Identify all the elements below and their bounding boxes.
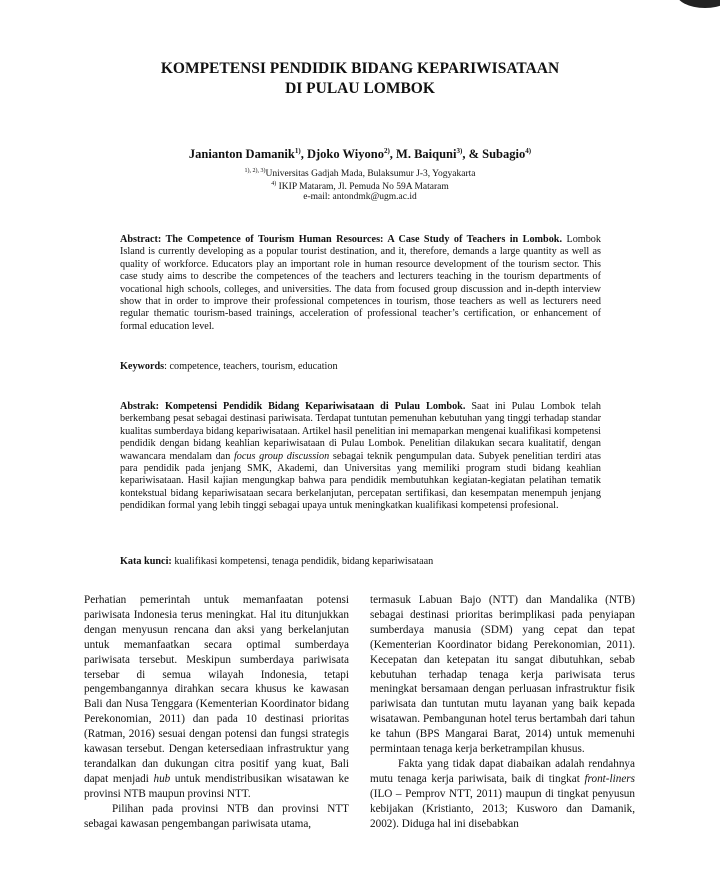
page-corner-shadow (676, 0, 720, 8)
italic-term: front-liners (584, 772, 635, 785)
abstrak-label: Abstrak (120, 401, 156, 412)
paragraph: Pilihan pada provinsi NTB dan provinsi NTT sebagai kawasan pengembangan pariwisata utama, (84, 802, 349, 830)
affiliation-mark: 1), 2), 3) (244, 168, 266, 174)
keywords-indonesian (120, 556, 601, 567)
italic-term: hub (153, 772, 171, 785)
kata-kunci-text: kualifikasi kompetensi, tenaga pendidik, bidang kepariwisataan (171, 556, 434, 567)
paragraph-text: Fakta yang tidak dapat diabaikan adalah rendahnya mutu tenaga kerja pariwisata, baik di tingkat (370, 757, 635, 785)
author-separator: , (389, 147, 397, 162)
author-name: M. Baiquni (396, 147, 457, 162)
title-line-2: DI PULAU LOMBOK (285, 80, 435, 97)
author-name: Subagio (482, 147, 526, 162)
abstrak-body: sebagai teknik pengumpulan data. Subyek penelitian terdiri atas para pendidik pada jenjang SMK, Akademi, dan Universitas yang memiliki program studi bidang keahlian kepariwisataan. Hasil kajian mengungkap bahwa para pendidik membutuhkan kegiatan-kegiatan pelatihan tematik kontekstual bidang kepariwisataan secara berkelanjutan, percepatan sertifikasi, dan kesempatan menempuh jenjang pendidikan formal yang lebih tinggi sebagai upaya untuk meningkatkan kualifikasi kompetensi profesional. (120, 450, 601, 512)
paragraph (370, 757, 635, 832)
body-column-right (370, 593, 635, 832)
affiliation-text: IKIP Mataram, Jl. Pemuda No 59A Mataram (276, 182, 449, 193)
author-list (0, 147, 720, 162)
abstrak-italic-term: focus group discussion (233, 450, 330, 462)
title-line-1: KOMPETENSI PENDIDIK BIDANG KEPARIWISATAAN (160, 60, 560, 77)
author-affil-mark: 1) (294, 147, 301, 155)
affiliation-mark: 4) (271, 181, 277, 187)
keywords-english (120, 361, 601, 372)
keywords-label: Keywords (120, 361, 165, 372)
abstract-title: : The Competence of Tourism Human Resources: A Case Study of Teachers in Lombok. (157, 234, 563, 245)
author-affil-mark: 3) (456, 147, 463, 155)
kata-kunci-label: Kata kunci: (120, 556, 172, 567)
abstract-body: Lombok Island is currently developing as a popular tourist destination, and it, therefore, demands a large quantity as well as quality of workforce. Educators play an important role in human resource development of the tourism sector. This case study aims to describe the competences of the teachers and lecturers teaching in the tourism departments of vocational high schools, colleges, and universities. The data from focused group discussion and in-depth interview show that in order to improve their professional competences in tourism, those teachers as well as lecturers need regular thematic tourism-based trainings, acceleration of professional teacher’s certification, or enhancement of formal education level. (120, 234, 601, 332)
author-name: Janianton Damanik (188, 147, 295, 162)
paper-title (0, 59, 720, 99)
author-affil-mark: 2) (383, 147, 390, 155)
author-affil-mark: 4) (525, 147, 532, 155)
paragraph-text: untuk mendistribusikan wisatawan ke provinsi NTB maupun provinsi NTT. (84, 772, 350, 800)
author-name: Djoko Wiyono (306, 147, 384, 162)
abstrak-title: : Kompetensi Pendidik Bidang Kepariwisataan di Pulau Lombok. (155, 401, 466, 412)
abstract-label: Abstract (120, 234, 158, 245)
abstract-indonesian (120, 401, 601, 513)
author-separator: , & (462, 147, 483, 162)
affiliation-text: Universitas Gadjah Mada, Bulaksumur J-3, Yogyakarta (265, 169, 476, 180)
paragraph: termasuk Labuan Bajo (NTT) dan Mandalika (NTB) sebagai destinasi prioritas berimplikasi pada penyiapan sumberdaya manusia (SDM) yang cepat dan tepat (Kementerian Koordinator bidang Perekonomian, 2011). Kecepatan dan ketepatan itu sangat dibutuhkan, sebab kebutuhan terhadap tenaga kerja pariwisata terus meningkat bersamaan dengan perluasan infrastruktur fisik pariwisata dan tuntutan mutu layanan yang baik kepada wisatawan. Pembangunan hotel terus bertambah dari tahun ke tahun (BPS Mangarai Barat, 2014) untuk memenuhi permintaan tenaga kerja berketrampilan khusus. (370, 594, 635, 756)
paragraph-text: Perhatian pemerintah untuk memanfaatan potensi pariwisata Indonesia terus meningkat. Hal itu ditunjukkan dengan menyusun rencana dan aksi yang berkelanjutan untuk memanfaatkan secara optimal sumberdaya pariwisata tersebut. Meskipun sumberdaya pariwisata tersebar di semua wilayah Indonesia, tetapi pengembangannya dirahkan secara khusus ke kawasan Bali dan Nusa Tenggara (Kementerian Koordinator bidang Perekonomian, 2011) dan pada 10 destinasi prioritas (Ratman, 2016) sesuai dengan potensi dan fungsi strategis kawasan tersebut. Dengan ketersediaan infrastruktur yang terandalkan dan dukungan citra positif yang kuat, Bali dapat menjadi (84, 594, 349, 785)
keywords-text: : competence, teachers, tourism, education (164, 361, 338, 372)
abstract-english (120, 234, 601, 333)
paragraph (84, 593, 349, 802)
author-separator: , (300, 147, 307, 162)
abstrak-body: Saat ini Pulau Lombok telah berkembang pesat sebagai destinasi pariwisata. Terdapat tuntutan pemenuhan kebutuhan yang tinggi terhadap standar kualitas sumberdaya bidang kepariwisataan. Artikel hasil penelitian ini memaparkan mengenai kualifikasi kompetensi pendidik dengan bidang keahlian kepariwisataan di Pulau Lombok. Penelitian dilakukan secara kualitatif, dengan wawancara mendalam dan (120, 401, 601, 462)
paragraph-text: (ILO – Pemprov NTT, 2011) maupun di tingkat penyusun kebijakan (Kristianto, 2013; Kusworo dan Damanik, 2002). Diduga hal ini disebabkan (370, 787, 635, 830)
body-column-left (84, 593, 349, 832)
author-email: e-mail: antondmk@ugm.ac.id (303, 192, 417, 202)
